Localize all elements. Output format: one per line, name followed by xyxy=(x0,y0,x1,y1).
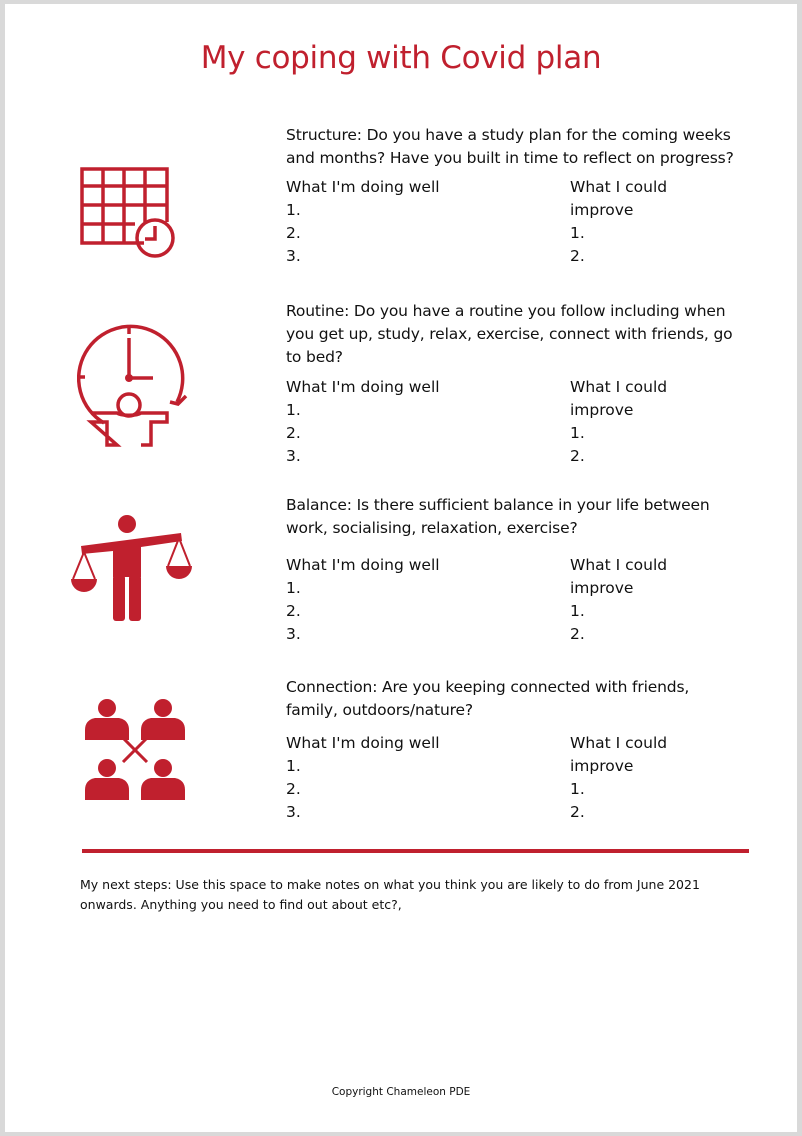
could-improve-column xyxy=(570,554,667,646)
could-improve-item: 1. xyxy=(570,424,585,442)
could-improve-label: What I could xyxy=(570,178,668,196)
could-improve-label: improve xyxy=(570,579,634,597)
could-improve-label: improve xyxy=(570,757,634,775)
doing-well-item: 2. xyxy=(286,602,301,620)
could-improve-label: What I could xyxy=(570,556,668,574)
doing-well-label: What I'm doing well xyxy=(286,734,440,752)
doing-well-label: What I'm doing well xyxy=(286,178,440,196)
section-question: Routine: Do you have a routine you follow including when you get up, study, relax, exercise, connect with friends, go to bed? xyxy=(286,302,733,366)
could-improve-item: 2. xyxy=(570,447,585,465)
could-improve-label: What I could xyxy=(570,734,668,752)
could-improve-item: 2. xyxy=(570,625,585,643)
routine-clock-person-icon xyxy=(77,324,189,448)
doing-well-item: 3. xyxy=(286,803,301,821)
section-question: Structure: Do you have a study plan for the coming weeks and months? Have you built in time to reflect on progress? xyxy=(286,126,734,167)
could-improve-item: 2. xyxy=(570,803,585,821)
doing-well-item: 3. xyxy=(286,625,301,643)
balance-scales-person-icon xyxy=(69,513,193,623)
page-title: My coping with Covid plan xyxy=(200,40,602,76)
could-improve-column xyxy=(570,376,667,468)
doing-well-item: 2. xyxy=(286,424,301,442)
doing-well-item: 2. xyxy=(286,780,301,798)
doing-well-column xyxy=(286,554,440,646)
copyright-footer: Copyright Chameleon PDE xyxy=(331,1086,471,1098)
doing-well-label: What I'm doing well xyxy=(286,378,440,396)
doing-well-item: 1. xyxy=(286,579,301,597)
doing-well-column xyxy=(286,732,440,824)
doing-well-item: 2. xyxy=(286,224,301,242)
could-improve-label: improve xyxy=(570,401,634,419)
could-improve-label: What I could xyxy=(570,378,668,396)
connected-people-icon xyxy=(81,698,189,802)
doing-well-item: 3. xyxy=(286,247,301,265)
could-improve-item: 1. xyxy=(570,602,585,620)
could-improve-column xyxy=(570,176,667,268)
doing-well-label: What I'm doing well xyxy=(286,556,440,574)
section-question: Connection: Are you keeping connected with friends, family, outdoors/nature? xyxy=(286,678,690,719)
calendar-clock-icon xyxy=(80,166,180,262)
doing-well-item: 1. xyxy=(286,757,301,775)
section-question: Balance: Is there sufficient balance in your life between work, socialising, relaxation, exercise? xyxy=(286,496,710,537)
could-improve-label: improve xyxy=(570,201,634,219)
doing-well-item: 1. xyxy=(286,201,301,219)
next-steps-text: My next steps: Use this space to make notes on what you think you are likely to do from June 2021 onwards. Anything you need to find out about etc?, xyxy=(80,877,700,912)
doing-well-item: 1. xyxy=(286,401,301,419)
could-improve-item: 1. xyxy=(570,780,585,798)
document-page xyxy=(5,4,797,1132)
could-improve-item: 1. xyxy=(570,224,585,242)
doing-well-item: 3. xyxy=(286,447,301,465)
doing-well-column xyxy=(286,176,440,268)
could-improve-column xyxy=(570,732,667,824)
could-improve-item: 2. xyxy=(570,247,585,265)
section-divider xyxy=(82,849,749,853)
doing-well-column xyxy=(286,376,440,468)
